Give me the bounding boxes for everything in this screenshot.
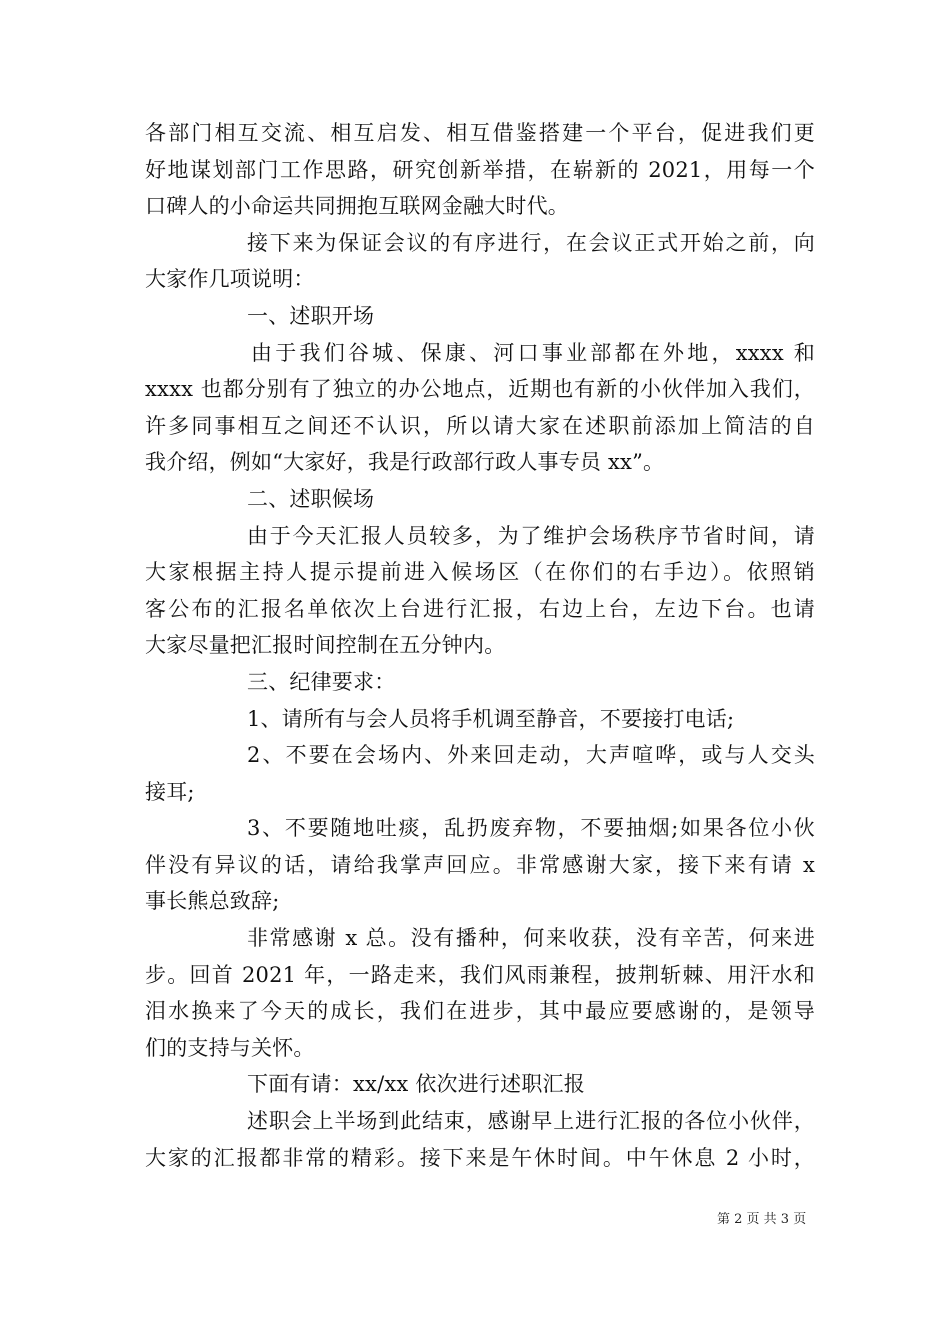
text-line: 下面有请：xx/xx 依次进行述职汇报 — [247, 1072, 585, 1097]
text-line: 我介绍，例如“大家好，我是行政部行政人事专员 xx”。 — [145, 450, 665, 475]
text-line: 非常感谢 x 总。没有播种，何来收获，没有辛苦，何来进 — [247, 926, 815, 951]
text-line: 大家作几项说明： — [145, 267, 315, 292]
text-line: 泪水换来了今天的成长，我们在进步，其中最应要感谢的，是领导 — [145, 999, 815, 1024]
text-line: 大家尽量把汇报时间控制在五分钟内。 — [145, 633, 506, 658]
text-line: xxxx 也都分别有了独立的办公地点，近期也有新的小伙伴加入我们， — [145, 377, 815, 402]
text-line: 大家根据主持人提示提前进入候场区（在你们的右手边）。依照销 — [145, 560, 815, 585]
section-heading: 三、纪律要求： — [247, 669, 396, 694]
text-line: 由于我们谷城、保康、河口事业部都在外地，xxxx 和 — [251, 340, 815, 365]
text-line: 接耳; — [145, 779, 195, 804]
text-line: 口碑人的小命运共同拥抱互联网金融大时代。 — [145, 194, 569, 219]
text-line: 客公布的汇报名单依次上台进行汇报，右边上台，左边下台。也请 — [145, 596, 815, 621]
text-line: 许多同事相互之间还不认识，所以请大家在述职前添加上简洁的自 — [145, 413, 815, 438]
text-line: 由于今天汇报人员较多，为了维护会场秩序节省时间，请 — [247, 523, 815, 548]
text-line: 们的支持与关怀。 — [145, 1035, 315, 1060]
section-heading: 二、述职候场 — [247, 486, 375, 511]
text-line: 述职会上半场到此结束，感谢早上进行汇报的各位小伙伴， — [247, 1109, 815, 1134]
section-heading: 一、述职开场 — [247, 303, 375, 328]
text-line: 接下来为保证会议的有序进行，在会议正式开始之前，向 — [247, 230, 815, 255]
document-body — [145, 115, 815, 1176]
list-item: 2、不要在会场内、外来回走动，大声喧哗，或与人交头 — [247, 743, 815, 768]
text-line: 步。回首 2021 年，一路走来，我们风雨兼程，披荆斩棘、用汗水和 — [145, 962, 815, 987]
text-line: 大家的汇报都非常的精彩。接下来是午休时间。中午休息 2 小时， — [145, 1145, 815, 1170]
list-item: 1、请所有与会人员将手机调至静音，不要接打电话; — [247, 706, 735, 731]
text-line: 各部门相互交流、相互启发、相互借鉴搭建一个平台，促进我们更 — [145, 121, 815, 145]
text-line: 伴没有异议的话，请给我掌声回应。非常感谢大家，接下来有请 x — [145, 852, 815, 877]
text-line: 事长熊总致辞; — [145, 889, 280, 914]
text-line: 好地谋划部门工作思路，研究创新举措，在崭新的 2021，用每一个 — [145, 157, 815, 182]
list-item: 3、不要随地吐痰，乱扔废弃物，不要抽烟;如果各位小伙 — [247, 816, 815, 841]
page-number: 第 2 页 共 3 页 — [717, 1212, 807, 1227]
